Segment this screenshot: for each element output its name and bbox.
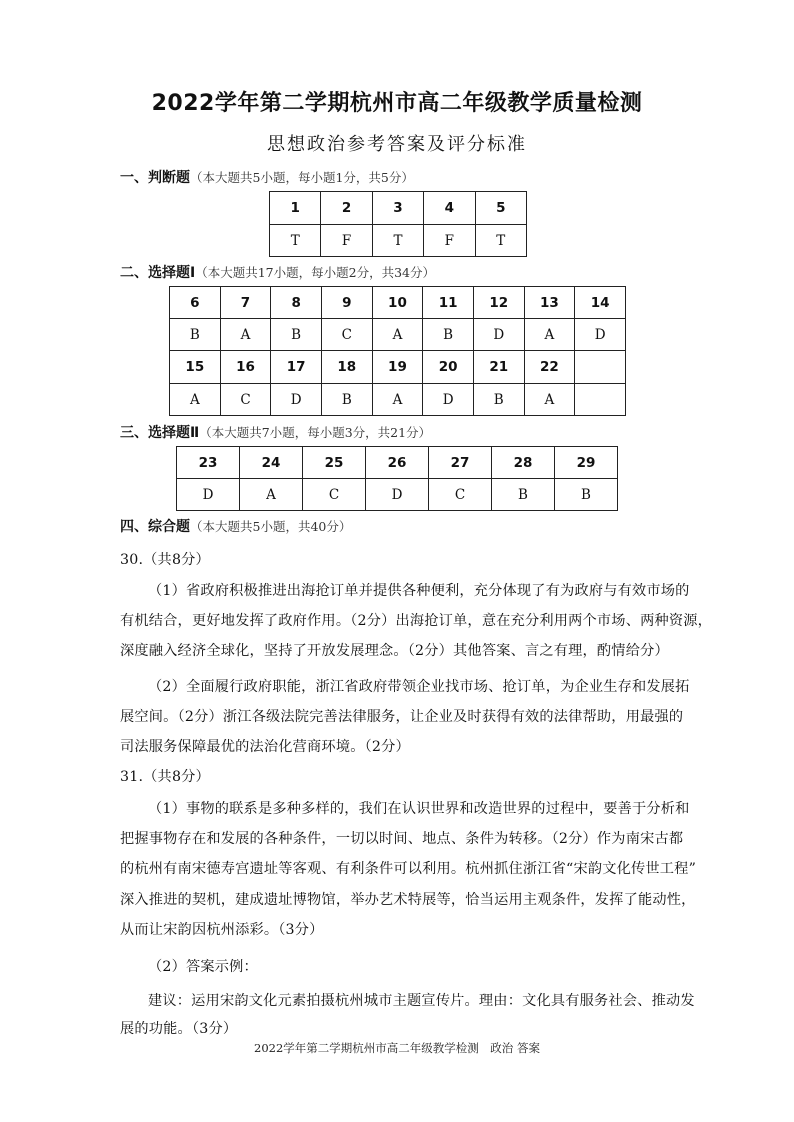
- question-number: 16: [220, 351, 271, 384]
- question-header: 30.（共8分）: [120, 552, 210, 568]
- question-header: 31.（共8分）: [120, 769, 210, 785]
- question-number: 1: [270, 192, 321, 225]
- answer-line: （2）答案示例：: [148, 959, 258, 975]
- empty-cell: [575, 351, 626, 384]
- section-note: （本大题共5小题，每小题1分，共5分）: [190, 170, 414, 185]
- answer-cell: D: [271, 384, 322, 416]
- question-number: 4: [424, 192, 475, 225]
- answer-line: 展的功能。（3分）: [120, 1021, 238, 1037]
- question-number: 12: [473, 287, 524, 319]
- section-label: 四、综合题: [120, 519, 190, 535]
- question-number: 14: [575, 287, 626, 319]
- question-number: 24: [240, 447, 303, 479]
- answer-cell: D: [366, 479, 429, 511]
- section-label: 三、选择题Ⅱ: [120, 425, 200, 441]
- question-number: 5: [475, 192, 526, 225]
- answer-line: 把握事物存在和发展的各种条件，一切以时间、地点、条件为转移。（2分）作为南宋古都: [120, 831, 684, 847]
- question-number: 22: [524, 351, 575, 384]
- question-number: 9: [321, 287, 372, 319]
- answer-line: 深入推进的契机，建成遗址博物馆，举办艺术特展等，恰当运用主观条件，发挥了能动性，: [120, 892, 696, 908]
- question-number: 20: [423, 351, 474, 384]
- answer-cell: D: [423, 384, 474, 416]
- question-number: 19: [372, 351, 423, 384]
- answer-cell: F: [424, 225, 475, 257]
- page-title: 2022学年第二学期杭州市高二年级教学质量检测: [151, 91, 643, 116]
- question-number: 23: [177, 447, 240, 479]
- question-number: 6: [170, 287, 221, 319]
- answer-cell: B: [473, 384, 524, 416]
- section-label: 二、选择题Ⅰ: [120, 265, 196, 281]
- section-label: 一、判断题: [120, 170, 190, 186]
- answer-cell: T: [372, 225, 423, 257]
- answer-cell: B: [423, 319, 474, 351]
- section-heading: [120, 262, 435, 282]
- answer-cell: C: [429, 479, 492, 511]
- answer-cell: A: [170, 384, 221, 416]
- answer-cell: C: [303, 479, 366, 511]
- answer-cell: T: [270, 225, 321, 257]
- answer-cell: B: [321, 384, 372, 416]
- answer-cell: A: [240, 479, 303, 511]
- answer-cell: B: [492, 479, 555, 511]
- empty-cell: [575, 384, 626, 416]
- question-number: 3: [372, 192, 423, 225]
- answer-cell: A: [524, 319, 575, 351]
- answer-table-judgement: [269, 191, 527, 257]
- question-number: 21: [473, 351, 524, 384]
- question-number: 7: [220, 287, 271, 319]
- answer-cell: A: [524, 384, 575, 416]
- answer-line: 深度融入经济全球化，坚持了开放发展理念。（2分）其他答案、言之有理，酌情给分）: [120, 643, 669, 659]
- answer-cell: A: [372, 319, 423, 351]
- answer-line: 有机结合，更好地发挥了政府作用。（2分）出海抢订单，意在充分利用两个市场、两种资源，: [120, 613, 713, 629]
- section-note: （本大题共5小题，共40分）: [190, 519, 352, 534]
- answer-line: 司法服务保障最优的法治化营商环境。（2分）: [120, 739, 410, 755]
- answer-line: 展空间。（2分）浙江各级法院完善法律服务，让企业及时获得有效的法律帮助，用最强的: [120, 709, 684, 725]
- answer-line: （1）省政府积极推进出海抢订单并提供各种便利，充分体现了有为政府与有效市场的: [148, 583, 690, 599]
- answer-table-choice-1: [169, 286, 626, 416]
- answer-cell: B: [271, 319, 322, 351]
- answer-table-choice-2: [176, 446, 618, 511]
- answer-line: 建议：运用宋韵文化元素拍摄杭州城市主题宣传片。理由：文化具有服务社会、推动发: [148, 993, 695, 1009]
- question-number: 10: [372, 287, 423, 319]
- answer-cell: T: [475, 225, 526, 257]
- question-number: 26: [366, 447, 429, 479]
- answer-cell: D: [177, 479, 240, 511]
- question-number: 25: [303, 447, 366, 479]
- answer-cell: D: [575, 319, 626, 351]
- question-number: 15: [170, 351, 221, 384]
- question-number: 2: [321, 192, 372, 225]
- question-number: 27: [429, 447, 492, 479]
- question-number: 11: [423, 287, 474, 319]
- question-number: 29: [555, 447, 618, 479]
- answer-line: （2）全面履行政府职能，浙江省政府带领企业找市场、抢订单，为企业生存和发展拓: [148, 679, 690, 695]
- question-number: 18: [321, 351, 372, 384]
- question-number: 8: [271, 287, 322, 319]
- section-heading: [120, 167, 414, 187]
- answer-cell: D: [473, 319, 524, 351]
- answer-cell: F: [321, 225, 372, 257]
- section-note: （本大题共17小题，每小题2分，共34分）: [195, 265, 435, 280]
- answer-cell: A: [372, 384, 423, 416]
- page-subtitle: 思想政治参考答案及评分标准: [267, 134, 527, 155]
- question-number: 13: [524, 287, 575, 319]
- section-heading: [120, 422, 431, 442]
- answer-line: 的杭州有南宋德寿宫遗址等客观、有利条件可以利用。杭州抓住浙江省“宋韵文化传世工程”: [120, 861, 697, 877]
- answer-cell: C: [321, 319, 372, 351]
- section-note: （本大题共7小题，每小题3分，共21分）: [199, 425, 432, 440]
- question-number: 17: [271, 351, 322, 384]
- answer-line: （1）事物的联系是多种多样的，我们在认识世界和改造世界的过程中，要善于分析和: [148, 801, 690, 817]
- page-footer: 2022学年第二学期杭州市高二年级教学检测 政治 答案: [254, 1041, 540, 1055]
- answer-cell: B: [555, 479, 618, 511]
- answer-line: 从而让宋韵因杭州添彩。（3分）: [120, 922, 324, 938]
- answer-cell: C: [220, 384, 271, 416]
- answer-cell: A: [220, 319, 271, 351]
- answer-cell: B: [170, 319, 221, 351]
- question-number: 28: [492, 447, 555, 479]
- section-heading: [120, 516, 351, 536]
